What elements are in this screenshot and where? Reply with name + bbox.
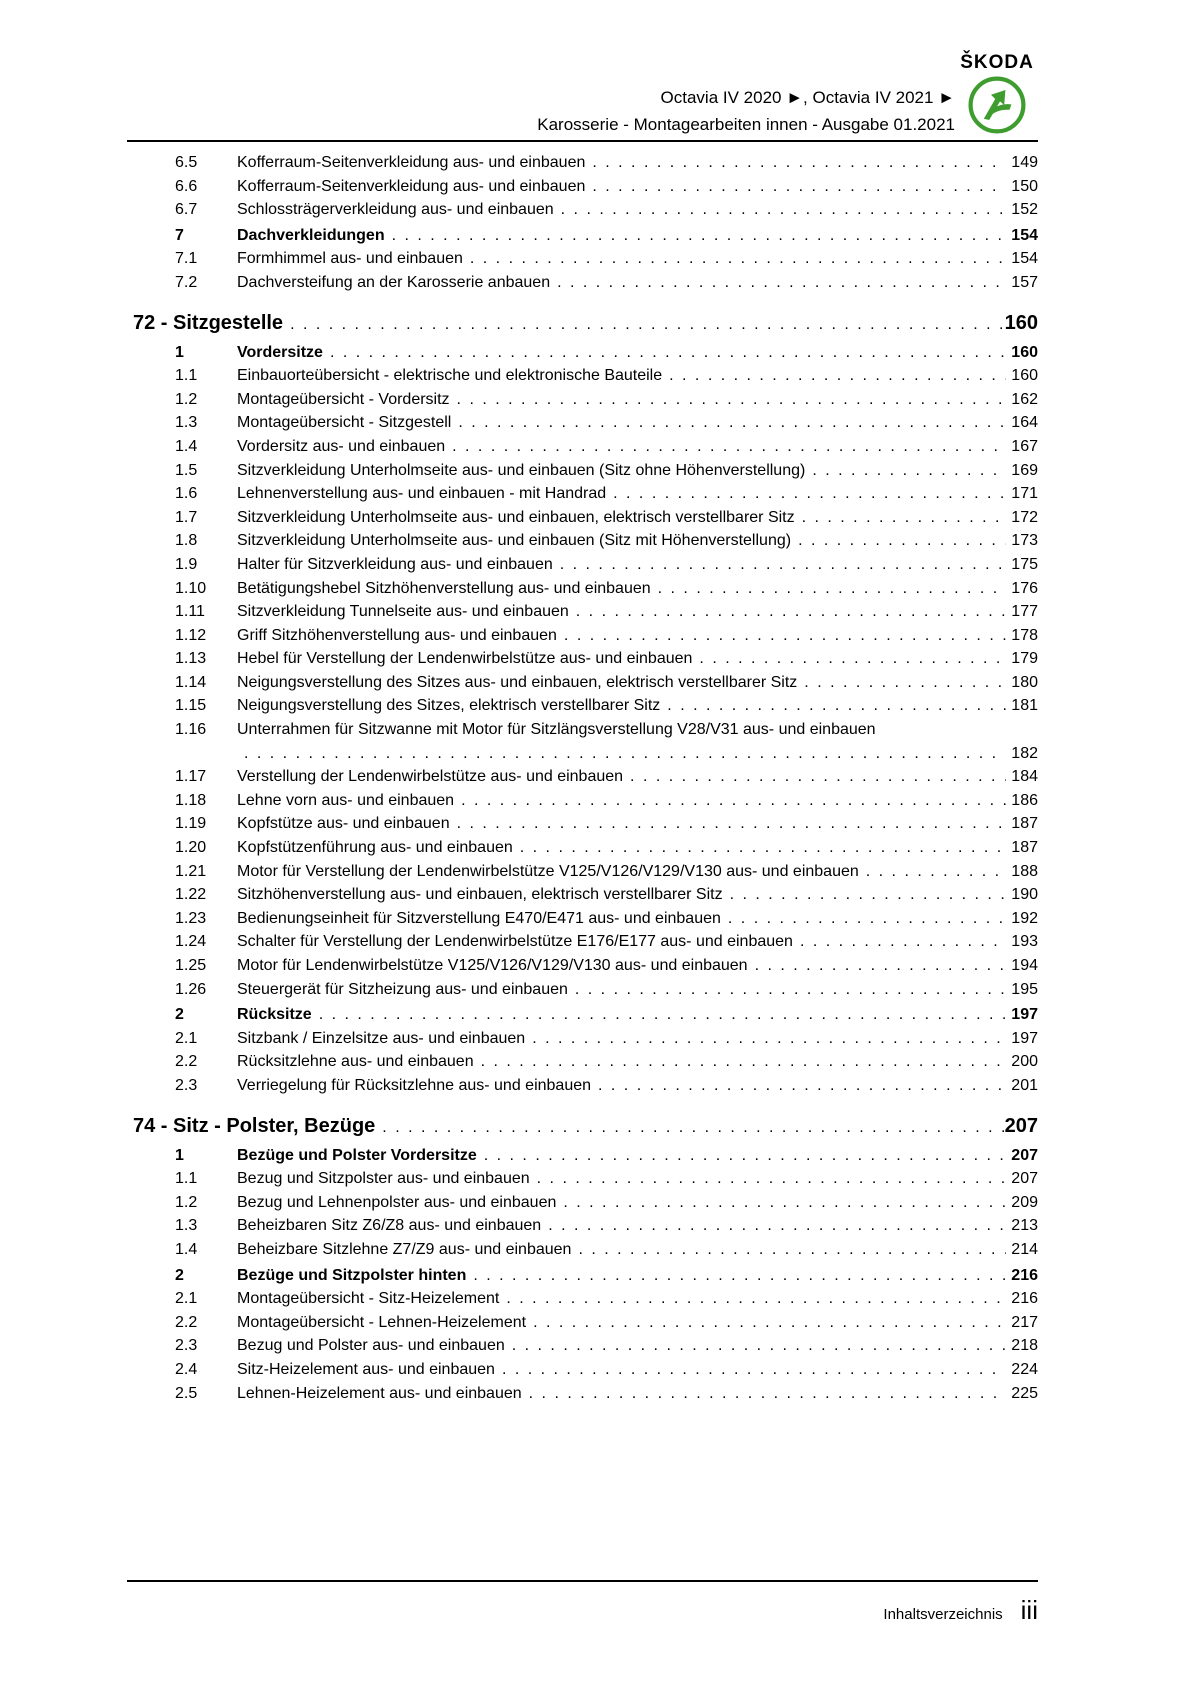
- header-rule: [127, 140, 1038, 142]
- toc-entry-title: Griff Sitzhöhenverstellung aus- und einbauen: [237, 626, 557, 644]
- dot-leader: [530, 1167, 1006, 1191]
- dot-leader: [553, 553, 1006, 577]
- toc-entry-number: 1.17: [175, 768, 207, 786]
- toc-entry-page: 178: [1011, 626, 1038, 644]
- dot-leader: [793, 930, 1006, 954]
- toc-entry-number: 1.21: [175, 862, 207, 880]
- toc-entry-page: 213: [1011, 1217, 1038, 1235]
- toc-entry-page: 216: [1011, 1290, 1038, 1308]
- toc-entry-number: 1.22: [175, 886, 207, 904]
- toc-entry: [175, 600, 1038, 624]
- toc-entry-number: 1.25: [175, 957, 207, 974]
- toc-entry-page: 167: [1011, 437, 1038, 455]
- page-header: [127, 84, 955, 138]
- toc-entry-page: 194: [1011, 957, 1038, 974]
- toc-entry-number: 1.9: [175, 555, 198, 573]
- dot-leader: [662, 364, 1006, 388]
- toc-entry-title: Bezüge und Polster Vordersitze: [237, 1146, 477, 1164]
- toc-entry-number: 1.14: [175, 673, 207, 691]
- toc-entry-number: 1.8: [175, 532, 198, 550]
- toc-entry-page: 152: [1011, 201, 1038, 219]
- toc-entry: [175, 435, 1038, 459]
- toc-entry-number: 1.6: [175, 485, 198, 503]
- toc-entry: [175, 883, 1038, 907]
- toc-entry-title: Bezüge und Sitzpolster hinten: [237, 1266, 467, 1284]
- toc-entry-title: Beheizbaren Sitz Z6/Z8 aus- und einbauen: [237, 1217, 542, 1235]
- toc-entry-title: Steuergerät für Sitzheizung aus- und einbauen: [237, 980, 568, 998]
- toc-entry: [175, 860, 1038, 884]
- page-footer: [127, 1580, 1038, 1626]
- dot-leader: [451, 411, 1006, 435]
- dot-leader: [591, 1074, 1006, 1098]
- toc-entry-page: 186: [1011, 791, 1038, 809]
- toc-entry-number: 1.11: [175, 603, 205, 621]
- toc-entry: [175, 789, 1038, 813]
- dot-leader: [554, 198, 1006, 222]
- toc-entry: [175, 175, 1038, 199]
- toc-entry: [175, 671, 1038, 695]
- toc-entry-number: 1.23: [175, 909, 207, 927]
- toc-entry-title: Vordersitz aus- und einbauen: [237, 437, 446, 455]
- toc-entry: [175, 341, 1038, 365]
- toc-entry-number: 1.4: [175, 437, 198, 455]
- toc-entry-page: 176: [1011, 579, 1038, 597]
- toc-entry: [175, 812, 1038, 836]
- dot-leader: [623, 765, 1006, 789]
- toc-entry: [175, 1167, 1038, 1191]
- dot-leader: [797, 671, 1006, 695]
- toc-entry-title: Kofferraum-Seitenverkleidung aus- und einbauen: [237, 177, 586, 195]
- toc-entry-title: Sitz-Heizelement aus- und einbauen: [237, 1360, 495, 1378]
- footer-section-label: Inhaltsverzeichnis: [883, 1606, 1003, 1623]
- skoda-wordmark: ŠKODA: [960, 52, 1034, 73]
- toc-entry-title: Sitzverkleidung Tunnelseite aus- und einbauen: [237, 603, 569, 621]
- dot-leader: [585, 175, 1006, 199]
- toc-entry: [175, 1191, 1038, 1215]
- toc-entry-page: 180: [1011, 673, 1038, 691]
- toc-entry-number: 1.20: [175, 839, 207, 857]
- dot-leader: [466, 1264, 1006, 1288]
- dot-leader: [463, 247, 1006, 271]
- toc-entry-page: 207: [1011, 1170, 1038, 1188]
- toc-entry-page: 207: [1011, 1146, 1038, 1164]
- toc-entry-page: 187: [1011, 815, 1038, 833]
- dot-leader: [283, 312, 1005, 338]
- toc-entry-title: Betätigungshebel Sitzhöhenverstellung aus- und einbauen: [237, 579, 651, 597]
- toc-entry-number: 1.7: [175, 508, 198, 526]
- footer-page-number: iii: [1020, 1595, 1038, 1625]
- toc-entry-number: 1: [175, 1146, 184, 1164]
- toc-entry: [175, 151, 1038, 175]
- toc-entry-number: 1.2: [175, 390, 198, 408]
- toc-entry-title: Kopfstützenführung aus- und einbauen: [237, 839, 513, 857]
- toc-entry: [175, 506, 1038, 530]
- toc-entry: [175, 271, 1038, 295]
- toc-entry-title: 72 - Sitzgestelle: [133, 311, 284, 334]
- toc-entry-title: Dachversteifung an der Karosserie anbauen: [237, 273, 551, 291]
- toc-entry-title: Schalter für Verstellung der Lendenwirbelstütze E176/E177 aus- und einbauen: [237, 933, 793, 951]
- toc-entry-title: Motor für Lendenwirbelstütze V125/V126/V129/V130 aus- und einbauen: [237, 957, 748, 974]
- toc-entry: [175, 411, 1038, 435]
- toc-entry-page: 218: [1011, 1337, 1038, 1355]
- toc-entry-number: 6.6: [175, 177, 198, 195]
- toc-entry-title: Montageübersicht - Sitzgestell: [237, 414, 452, 432]
- dot-leader: [556, 1191, 1006, 1215]
- toc-entry: [175, 459, 1038, 483]
- dot-leader: [445, 435, 1006, 459]
- toc-entry: [175, 1264, 1038, 1288]
- dot-leader: [748, 954, 1006, 978]
- dot-leader: [569, 600, 1006, 624]
- dot-leader: [450, 388, 1006, 412]
- toc-entry-number: 1.3: [175, 1217, 198, 1235]
- toc-entry: [175, 1334, 1038, 1358]
- toc-entry-page: 164: [1011, 414, 1038, 432]
- toc-entry-page: 162: [1011, 390, 1038, 408]
- skoda-logo-icon: [967, 75, 1027, 135]
- toc-entry-number: 1.12: [175, 626, 207, 644]
- toc-entry-title: Schlossträgerverkleidung aus- und einbauen: [237, 201, 554, 219]
- toc-entry-number: 1.13: [175, 650, 207, 668]
- toc-entry-page: 209: [1011, 1193, 1038, 1211]
- dot-leader: [550, 271, 1006, 295]
- toc-entry: [175, 1287, 1038, 1311]
- toc-entry: [175, 978, 1038, 1002]
- toc-entry-title: Dachverkleidungen: [237, 226, 385, 244]
- toc-entry-page: 216: [1011, 1266, 1038, 1284]
- toc-entry-title: Lehnenverstellung aus- und einbauen - mit Handrad: [237, 485, 607, 503]
- toc-entry-page: 188: [1011, 862, 1038, 880]
- toc-entry-title: Kopfstütze aus- und einbauen: [237, 815, 450, 833]
- toc-entry-title: Montageübersicht - Vordersitz: [237, 390, 450, 408]
- toc-entry-page: 172: [1011, 508, 1038, 526]
- toc-entry-number: 7: [175, 226, 184, 244]
- toc-entry-title: Lehnen-Heizelement aus- und einbauen: [237, 1384, 522, 1402]
- toc-entry: [175, 198, 1038, 222]
- dot-leader: [375, 1115, 1004, 1141]
- dot-leader: [557, 624, 1006, 648]
- toc-entry-page: 193: [1011, 933, 1038, 951]
- toc-entry: [175, 577, 1038, 601]
- toc-entry-title: Beheizbare Sitzlehne Z7/Z9 aus- und einbauen: [237, 1240, 572, 1258]
- toc-entry-page: 200: [1011, 1053, 1038, 1071]
- toc-entry: [175, 364, 1038, 388]
- toc-entry: [175, 647, 1038, 671]
- toc-entry: [175, 836, 1038, 860]
- dot-leader: [513, 836, 1006, 860]
- toc-entry-title: Sitzverkleidung Unterholmseite aus- und einbauen, elektrisch verstellbarer Sitz: [237, 508, 795, 526]
- toc-entry: [175, 718, 1038, 765]
- toc-entry-title: Unterrahmen für Sitzwanne mit Motor für Sitzlängsverstellung V28/V31 aus- und einbauen: [237, 721, 876, 739]
- toc-entry-page: 201: [1011, 1076, 1038, 1094]
- toc-entry: [175, 247, 1038, 271]
- toc-entry-title: Sitzverkleidung Unterholmseite aus- und einbauen (Sitz ohne Höhenverstellung): [237, 461, 806, 479]
- toc-entry-number: 1.10: [175, 579, 207, 597]
- toc-entry-page: 195: [1011, 980, 1038, 998]
- toc-entry-title: Hebel für Verstellung der Lendenwirbelstütze aus- und einbauen: [237, 650, 693, 668]
- dot-leader: [791, 529, 1006, 553]
- toc-entry-title: Verriegelung für Rücksitzlehne aus- und einbauen: [237, 1076, 592, 1094]
- toc-entry-number: 6.5: [175, 154, 198, 171]
- toc-entry-page: 192: [1011, 909, 1038, 927]
- toc-entry-page: 160: [1011, 343, 1038, 361]
- toc-entry-title: Bezug und Sitzpolster aus- und einbauen: [237, 1170, 530, 1188]
- toc-entry-number: 2: [175, 1266, 184, 1284]
- toc-entry: [175, 1003, 1038, 1027]
- toc-entry: [175, 1050, 1038, 1074]
- toc-entry: [175, 224, 1038, 248]
- toc-entry: [175, 930, 1038, 954]
- dot-leader: [568, 978, 1006, 1002]
- toc-entry: [175, 954, 1038, 978]
- toc-entry-page: 214: [1011, 1240, 1038, 1258]
- toc-entry-page: 157: [1011, 273, 1038, 291]
- toc-entry: [175, 765, 1038, 789]
- toc-entry-title: Lehne vorn aus- und einbauen: [237, 791, 455, 809]
- table-of-contents: [127, 151, 1038, 1405]
- toc-entry-page: 149: [1011, 154, 1038, 171]
- toc-entry: [175, 1358, 1038, 1382]
- toc-entry-number: 1.16: [175, 721, 207, 739]
- dot-leader: [522, 1382, 1006, 1406]
- toc-entry-title: Bezug und Polster aus- und einbauen: [237, 1337, 505, 1355]
- toc-entry-number: 2.3: [175, 1076, 198, 1094]
- toc-entry-number: 1.26: [175, 980, 207, 998]
- toc-entry-page: 197: [1011, 1006, 1038, 1024]
- toc-entry-title: Einbauorteübersicht - elektrische und elektronische Bauteile: [237, 367, 663, 385]
- toc-entry-page: 225: [1011, 1384, 1038, 1402]
- toc-entry-number: 1.1: [175, 1170, 198, 1188]
- toc-entry-number: 1.2: [175, 1193, 198, 1211]
- dot-leader: [237, 742, 1006, 766]
- dot-leader: [450, 812, 1006, 836]
- dot-leader: [477, 1144, 1006, 1168]
- toc-entry-title: Montageübersicht - Lehnen-Heizelement: [237, 1313, 527, 1331]
- toc-entry-number: 2.2: [175, 1313, 198, 1331]
- dot-leader: [571, 1238, 1006, 1262]
- toc-entry: [175, 388, 1038, 412]
- header-edition-line: Karosserie - Montagearbeiten innen - Ausgabe 01.2021: [537, 115, 955, 134]
- dot-leader: [312, 1003, 1006, 1027]
- toc-entry: [175, 694, 1038, 718]
- toc-entry: [175, 1074, 1038, 1098]
- dot-leader: [606, 482, 1006, 506]
- toc-entry-page: 197: [1011, 1029, 1038, 1047]
- toc-entry-page: 171: [1011, 485, 1038, 503]
- dot-leader: [721, 907, 1006, 931]
- toc-entry-page: 207: [1004, 1114, 1038, 1137]
- toc-entry: [175, 1144, 1038, 1168]
- toc-entry-title: Sitzhöhenverstellung aus- und einbauen, elektrisch verstellbarer Sitz: [237, 886, 723, 904]
- dot-leader: [454, 789, 1006, 813]
- dot-leader: [651, 577, 1006, 601]
- toc-entry-number: 2.5: [175, 1384, 198, 1402]
- toc-entry-number: 2: [175, 1006, 184, 1024]
- toc-entry-title: Rücksitze: [237, 1006, 312, 1024]
- dot-leader: [385, 224, 1006, 248]
- toc-entry-title: Verstellung der Lendenwirbelstütze aus- und einbauen: [237, 768, 624, 786]
- toc-entry-page: 179: [1011, 650, 1038, 668]
- toc-entry-page: 184: [1011, 768, 1038, 786]
- toc-entry-page: 182: [1011, 744, 1038, 762]
- toc-entry-number: 1.18: [175, 791, 207, 809]
- toc-entry-page: 224: [1011, 1360, 1038, 1378]
- toc-entry-title: Neigungsverstellung des Sitzes, elektrisch verstellbarer Sitz: [237, 697, 661, 715]
- toc-entry-title: Sitzverkleidung Unterholmseite aus- und einbauen (Sitz mit Höhenverstellung): [237, 532, 792, 550]
- dot-leader: [474, 1050, 1006, 1074]
- toc-entry-number: 1.3: [175, 414, 198, 432]
- dot-leader: [660, 694, 1006, 718]
- toc-entry-number: 1.24: [175, 933, 207, 951]
- dot-leader: [499, 1287, 1006, 1311]
- dot-leader: [805, 459, 1006, 483]
- dot-leader: [692, 647, 1006, 671]
- toc-entry-page: 187: [1011, 839, 1038, 857]
- toc-entry-title: Kofferraum-Seitenverkleidung aus- und einbauen: [237, 154, 586, 171]
- toc-entry-title: Montageübersicht - Sitz-Heizelement: [237, 1290, 500, 1308]
- toc-entry-page: 160: [1011, 367, 1038, 385]
- toc-chapter-heading: [133, 1113, 1038, 1141]
- dot-leader: [541, 1214, 1006, 1238]
- toc-entry-title: Rücksitzlehne aus- und einbauen: [237, 1053, 474, 1071]
- toc-entry-number: 7.2: [175, 273, 198, 291]
- toc-entry: [175, 1027, 1038, 1051]
- toc-entry-title: Bedienungseinheit für Sitzverstellung E470/E471 aus- und einbauen: [237, 909, 721, 927]
- toc-entry-number: 1.15: [175, 697, 207, 715]
- dot-leader: [795, 506, 1006, 530]
- toc-entry-title: Vordersitze: [237, 343, 323, 361]
- toc-entry: [175, 553, 1038, 577]
- toc-entry-number: 7.1: [175, 250, 198, 268]
- dot-leader: [859, 860, 1006, 884]
- toc-entry-number: 1.19: [175, 815, 207, 833]
- toc-entry-page: 160: [1004, 311, 1038, 334]
- toc-entry-number: 1.5: [175, 461, 198, 479]
- toc-entry-page: 150: [1011, 177, 1038, 195]
- toc-entry-page: 154: [1011, 250, 1038, 268]
- toc-entry-page: 169: [1011, 461, 1038, 479]
- toc-entry-page: 173: [1011, 532, 1038, 550]
- toc-entry: [175, 1382, 1038, 1406]
- toc-entry: [175, 907, 1038, 931]
- toc-entry-number: 1.1: [175, 367, 198, 385]
- toc-entry-title: 74 - Sitz - Polster, Bezüge: [133, 1114, 376, 1137]
- toc-entry-page: 154: [1011, 226, 1038, 244]
- toc-entry-title: Formhimmel aus- und einbauen: [237, 250, 463, 268]
- toc-entry-page: 190: [1011, 886, 1038, 904]
- toc-entry-title: Bezug und Lehnenpolster aus- und einbauen: [237, 1193, 557, 1211]
- toc-entry: [175, 529, 1038, 553]
- dot-leader: [525, 1027, 1006, 1051]
- toc-entry-number: 2.1: [175, 1290, 198, 1308]
- dot-leader: [585, 151, 1006, 175]
- toc-entry-number: 2.2: [175, 1053, 198, 1071]
- dot-leader: [323, 341, 1006, 365]
- toc-entry-number: 1: [175, 343, 184, 361]
- toc-entry: [175, 482, 1038, 506]
- dot-leader: [723, 883, 1006, 907]
- toc-entry-page: 181: [1011, 697, 1038, 715]
- dot-leader: [495, 1358, 1006, 1382]
- toc-entry-number: 1.4: [175, 1240, 198, 1258]
- toc-entry-number: 6.7: [175, 201, 198, 219]
- toc-entry-title: Sitzbank / Einzelsitze aus- und einbauen: [237, 1029, 526, 1047]
- skoda-brand: [953, 52, 1041, 140]
- toc-entry-page: 175: [1011, 555, 1038, 573]
- toc-entry-title: Halter für Sitzverkleidung aus- und einbauen: [237, 555, 553, 573]
- toc-entry: [175, 1238, 1038, 1262]
- toc-entry-title: Neigungsverstellung des Sitzes aus- und einbauen, elektrisch verstellbarer Sitz: [237, 673, 798, 691]
- toc-entry-number: 2.3: [175, 1337, 198, 1355]
- toc-entry-page: 217: [1011, 1313, 1038, 1331]
- toc-entry: [175, 624, 1038, 648]
- toc-entry: [175, 1311, 1038, 1335]
- toc-entry: [175, 1214, 1038, 1238]
- toc-entry-title: Motor für Verstellung der Lendenwirbelstütze V125/V126/V129/V130 aus- und einbauen: [237, 862, 859, 880]
- toc-chapter-heading: [133, 310, 1038, 338]
- toc-entry-number: 2.1: [175, 1029, 198, 1047]
- toc-entry-page: 177: [1011, 603, 1038, 621]
- toc-entry-number: 2.4: [175, 1360, 198, 1378]
- header-model-line: Octavia IV 2020 ►, Octavia IV 2021 ►: [660, 88, 955, 107]
- dot-leader: [505, 1334, 1006, 1358]
- dot-leader: [526, 1311, 1006, 1335]
